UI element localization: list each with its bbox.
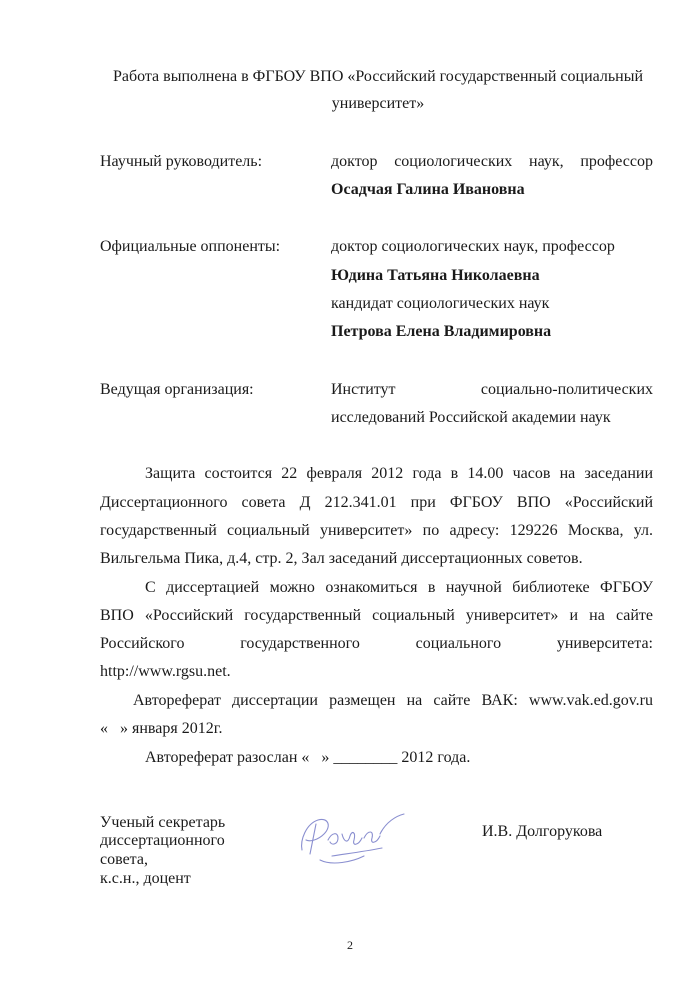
library-line-3 [100, 635, 653, 653]
advisor-degree: доктор социологических наук, профессор [331, 153, 653, 170]
secretary-title-3: совета, [100, 851, 148, 868]
secretary-title-2: диссертационного [100, 832, 225, 849]
defense-line-2: Диссертационного совета Д 212.341.01 при ФГБОУ ВПО «Российский [100, 494, 653, 511]
secretary-title-1: Ученый секретарь [100, 814, 226, 831]
opponents-label: Официальные оппоненты: [100, 238, 281, 255]
lead-org-label: Ведущая организация: [100, 381, 254, 398]
library-line-3-text: Российского государственного социального университета: [100, 635, 653, 652]
defense-line-3: государственный социальный университет» по адресу: 129226 Москва, ул. [100, 522, 653, 539]
vak-line-1: Автореферат диссертации размещен на сайте ВАК: www.vak.ed.gov.ru [133, 692, 653, 709]
opponent-2-name: Петрова Елена Владимировна [331, 323, 552, 340]
secretary-title-4: к.с.н., доцент [100, 870, 191, 887]
library-line-2: ВПО «Российский государственный социальный университет» и на сайте [100, 607, 653, 624]
library-line-1: С диссертацией можно ознакомиться в научной библиотеке ФГБОУ [145, 579, 653, 596]
opponent-1-degree: доктор социологических наук, профессор [331, 238, 615, 255]
lead-org-word-2: социально-политических [480, 381, 653, 398]
page-number: 2 [347, 938, 353, 952]
library-url: http://www.rgsu.net. [100, 663, 231, 680]
advisor-name: Осадчая Галина Ивановна [331, 181, 525, 198]
header-line-1: Работа выполнена в ФГБОУ ВПО «Российский государственный социальный [112, 68, 644, 85]
vak-line-2: « » января 2012г. [100, 720, 223, 737]
lead-org-line-2: исследований Российской академии наук [331, 409, 611, 426]
lead-org-line-1 [331, 381, 653, 399]
secretary-name: И.В. Долгорукова [482, 823, 603, 840]
defense-line-1: Защита состоится 22 февраля 2012 года в 14.00 часов на заседании [145, 465, 653, 482]
lead-org-word-1: Институт [331, 381, 396, 398]
header-line-2: университет» [331, 95, 425, 112]
sent-line: Автореферат разослан « » ________ 2012 года. [145, 749, 471, 766]
opponent-1-name: Юдина Татьяна Николаевна [331, 267, 540, 284]
advisor-label: Научный руководитель: [100, 153, 263, 170]
defense-line-4: Вильгельма Пика, д.4, стр. 2, Зал заседаний диссертационных советов. [100, 550, 583, 567]
opponent-2-degree: кандидат социологических наук [331, 295, 550, 312]
signature-image [292, 810, 412, 868]
